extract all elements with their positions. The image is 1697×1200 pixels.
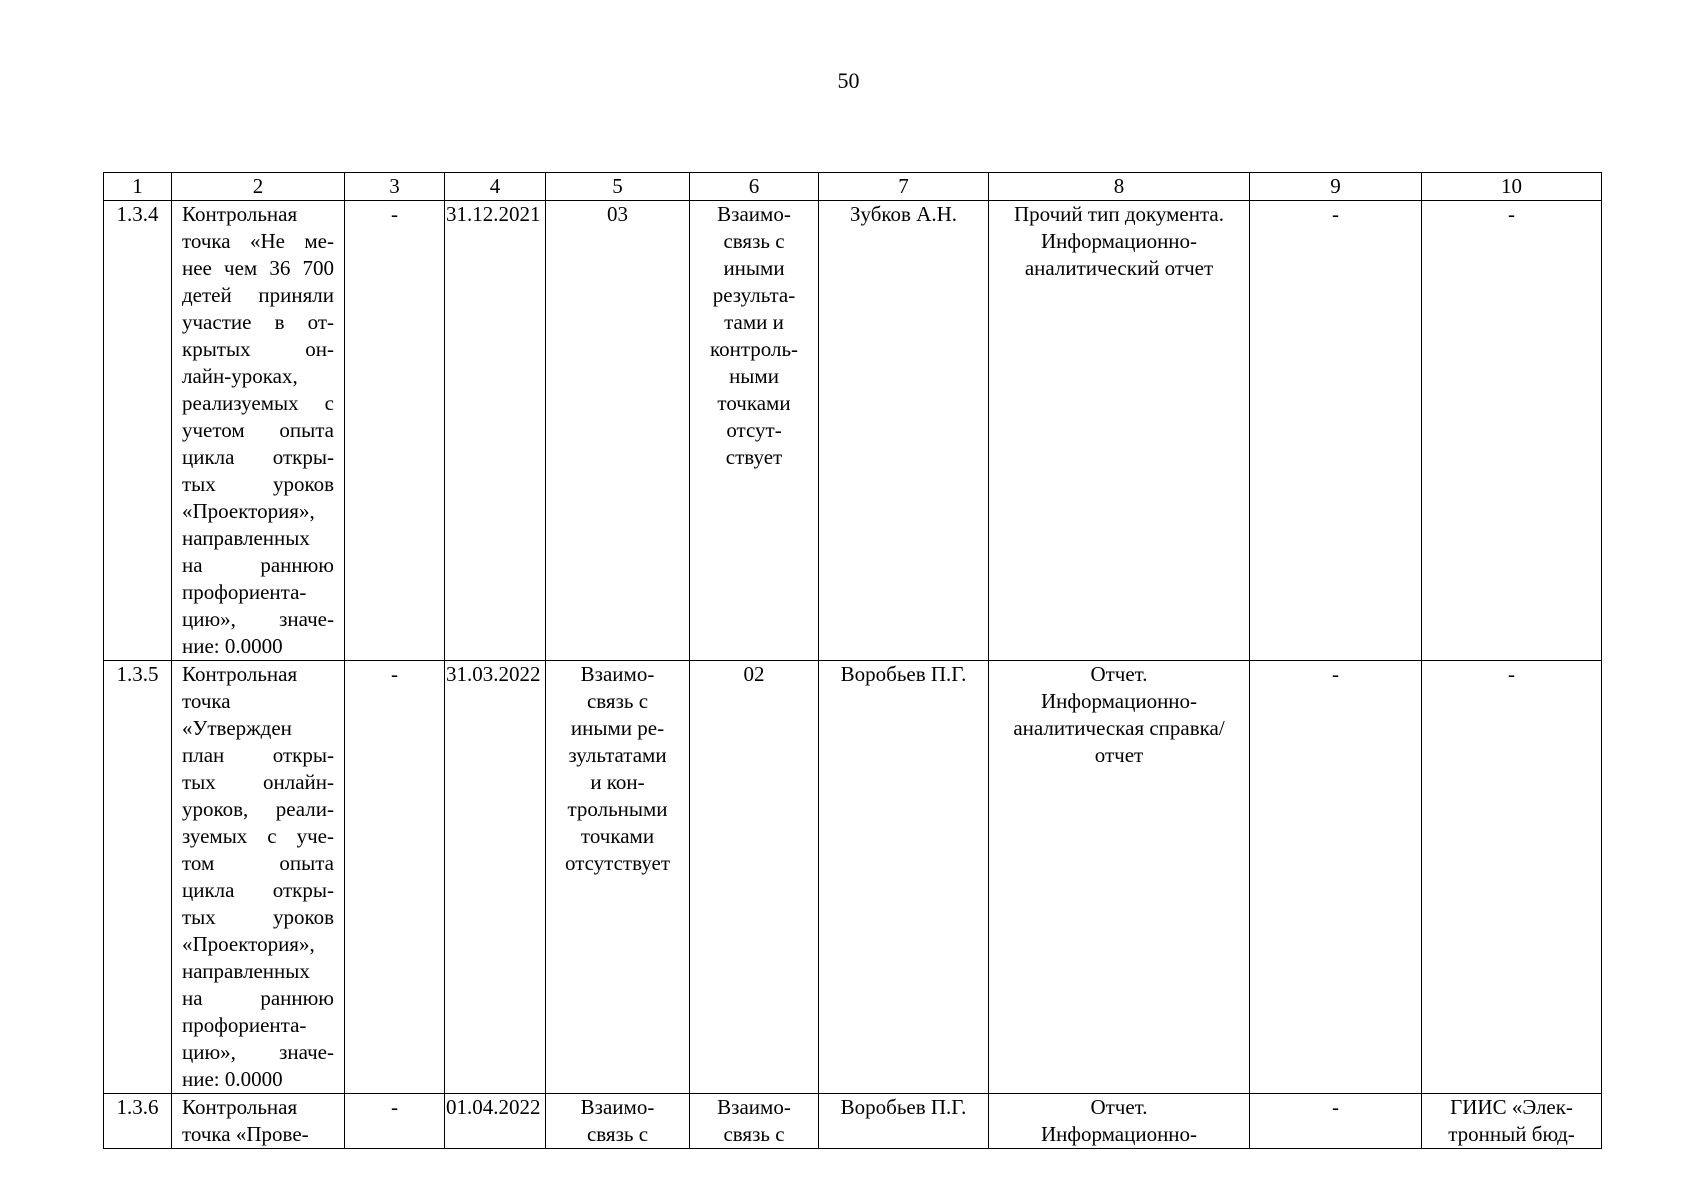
table-row: [104, 661, 1602, 1094]
cell-text-line: Информационно-: [1040, 1122, 1198, 1146]
responsible-cell: [819, 661, 989, 1094]
cell-text-line: -: [1508, 202, 1515, 226]
word: значе-: [279, 1040, 334, 1064]
cell-text-line: точками: [717, 391, 791, 415]
cell-text-line: Контрольная: [182, 202, 298, 226]
cell-text-line: и кон-: [590, 770, 645, 794]
cell-text-line: результа-: [712, 283, 796, 307]
cell-text-line: ние: 0.0000: [182, 1067, 283, 1091]
document-type-cell: [989, 661, 1250, 1094]
cell-text: -: [1332, 202, 1339, 226]
cell-text-line: [182, 742, 334, 769]
word: тых: [182, 472, 216, 496]
cell-text: -: [1332, 662, 1339, 686]
cell-text-line: Взаимо-: [717, 202, 791, 226]
cell-text: -: [1332, 1095, 1339, 1119]
word: с: [267, 824, 277, 848]
word: на: [182, 553, 203, 577]
cell-text-line: лайн-уроках,: [182, 364, 298, 388]
cell-text-line: [182, 336, 334, 363]
event-name-cell: [172, 1094, 345, 1149]
word: цию»,: [182, 607, 236, 631]
cell-text-line: точками: [580, 824, 655, 848]
document-type-cell: [989, 1094, 1250, 1149]
word: онлайн-: [262, 770, 334, 794]
word: том: [182, 851, 215, 875]
table-body: [104, 201, 1602, 1149]
cell-text: Воробьев П.Г.: [840, 662, 967, 686]
row-number-cell: [104, 1094, 172, 1149]
document-type-cell: [989, 201, 1250, 661]
cell-text-line: зультатами: [568, 743, 667, 767]
column-header: 4: [445, 173, 546, 201]
document-table: [103, 172, 1602, 1149]
cell-text-line: [182, 228, 334, 255]
event-name-cell: [172, 201, 345, 661]
cell-text-line: Отчет.: [1090, 1095, 1148, 1119]
column-10-cell: [1422, 661, 1602, 1094]
cell-text-line: [182, 444, 334, 471]
column-6-cell: [690, 661, 819, 1094]
cell-text-line: тами и: [724, 310, 784, 334]
cell-text: 1.3.5: [116, 662, 159, 686]
word: откры-: [272, 878, 334, 902]
word: уроков,: [182, 797, 249, 821]
cell-text: -: [391, 662, 398, 686]
cell-text-line: [182, 877, 334, 904]
column-header: 8: [989, 173, 1250, 201]
word: детей: [182, 283, 232, 307]
page-number: 50: [837, 68, 860, 93]
cell-text-line: [182, 390, 334, 417]
cell-text-line: 02: [743, 662, 765, 686]
cell-text-line: направленных: [182, 959, 310, 983]
cell-text-line: «Проектория»,: [182, 932, 315, 956]
cell-text-line: [182, 606, 334, 633]
word: ме-: [304, 229, 334, 253]
word: тых: [182, 770, 216, 794]
column-header: 1: [104, 173, 172, 201]
cell-text-line: [182, 796, 334, 823]
table-header-row: [104, 173, 1602, 201]
cell-text: 1.3.6: [116, 1095, 159, 1119]
cell-text-line: [182, 417, 334, 444]
word: чем: [224, 256, 258, 280]
cell-text-line: аналитическая справка/: [1013, 716, 1225, 740]
column-9-cell: [1250, 661, 1422, 1094]
cell-text-line: [182, 1039, 334, 1066]
word: план: [182, 743, 225, 767]
responsible-cell: [819, 1094, 989, 1149]
column-header: 6: [690, 173, 819, 201]
cell-text-line: связь с: [723, 1122, 785, 1146]
cell-text-line: Отчет.: [1090, 662, 1148, 686]
word: точка: [182, 229, 231, 253]
cell-text: Воробьев П.Г.: [840, 1095, 967, 1119]
word: на: [182, 986, 203, 1010]
cell-text-line: [182, 552, 334, 579]
cell-text-line: Прочий тип документа.: [1014, 202, 1224, 226]
cell-text-line: иными: [723, 256, 785, 280]
cell-text-line: отсутствует: [564, 851, 671, 875]
column-3-cell: [345, 661, 445, 1094]
column-header: 5: [546, 173, 690, 201]
cell-text: 1.3.4: [116, 202, 159, 226]
word: «Не: [250, 229, 285, 253]
cell-text-line: трольными: [567, 797, 668, 821]
column-5-cell: [546, 1094, 690, 1149]
cell-text-line: точка «Прове-: [182, 1122, 309, 1146]
row-number-cell: [104, 661, 172, 1094]
cell-text-line: профориента-: [182, 580, 307, 604]
cell-text-line: аналитический отчет: [1024, 256, 1214, 280]
cell-text-line: [182, 904, 334, 931]
cell-text-line: 03: [607, 202, 628, 226]
responsible-cell: [819, 201, 989, 661]
cell-text-line: иными ре-: [570, 716, 665, 740]
cell-text-line: ГИИС «Элек-: [1450, 1095, 1573, 1119]
column-header: 3: [345, 173, 445, 201]
cell-text-line: [182, 309, 334, 336]
column-3-cell: [345, 1094, 445, 1149]
cell-text-line: Контрольная: [182, 1095, 298, 1119]
column-10-cell: [1422, 201, 1602, 661]
cell-text-line: -: [1508, 662, 1515, 686]
cell-text-line: Информационно-: [1040, 689, 1198, 713]
cell-text: 31.12.2021: [446, 202, 541, 226]
cell-text-line: Взаимо-: [580, 662, 655, 686]
column-header: 10: [1422, 173, 1602, 201]
word: реали-: [275, 797, 334, 821]
word: 36: [269, 256, 291, 280]
cell-text-line: ными: [729, 364, 779, 388]
row-number-cell: [104, 201, 172, 661]
word: 700: [302, 256, 334, 280]
word: откры-: [272, 445, 334, 469]
word: зуемых: [182, 824, 248, 848]
word: учетом: [182, 418, 245, 442]
word: участие: [182, 310, 252, 334]
word: приняли: [258, 283, 334, 307]
date-cell: [445, 201, 546, 661]
event-name-cell: [172, 661, 345, 1094]
word: от-: [307, 310, 334, 334]
word: в: [274, 310, 285, 334]
word: откры-: [272, 743, 334, 767]
word: уроков: [272, 472, 334, 496]
date-cell: [445, 1094, 546, 1149]
word: опыта: [279, 851, 334, 875]
cell-text-line: [182, 471, 334, 498]
cell-text-line: направленных: [182, 526, 310, 550]
word: тых: [182, 905, 216, 929]
column-5-cell: [546, 201, 690, 661]
cell-text-line: Информационно-: [1040, 229, 1198, 253]
word: он-: [305, 337, 334, 361]
column-6-cell: [690, 201, 819, 661]
column-10-cell: [1422, 1094, 1602, 1149]
word: цикла: [182, 878, 235, 902]
cell-text-line: ствует: [725, 445, 783, 469]
cell-text-line: [182, 255, 334, 282]
date-cell: [445, 661, 546, 1094]
cell-text-line: [182, 769, 334, 796]
column-9-cell: [1250, 201, 1422, 661]
word: уроков: [272, 905, 334, 929]
column-6-cell: [690, 1094, 819, 1149]
cell-text: Зубков А.Н.: [849, 202, 958, 226]
word: цикла: [182, 445, 235, 469]
word: нее: [182, 256, 212, 280]
word: с: [324, 391, 334, 415]
cell-text-line: Взаимо-: [580, 1095, 655, 1119]
column-9-cell: [1250, 1094, 1422, 1149]
cell-text-line: связь с: [586, 1122, 649, 1146]
column-5-cell: [546, 661, 690, 1094]
cell-text-line: [182, 985, 334, 1012]
word: уче-: [296, 824, 334, 848]
word: крытых: [182, 337, 251, 361]
cell-text-line: связь с: [586, 689, 649, 713]
word: опыта: [279, 418, 334, 442]
word: раннюю: [260, 986, 334, 1010]
word: значе-: [279, 607, 334, 631]
cell-text: -: [391, 202, 398, 226]
word: раннюю: [260, 553, 334, 577]
cell-text: -: [391, 1095, 398, 1119]
cell-text-line: ние: 0.0000: [182, 634, 283, 658]
cell-text-line: связь с: [723, 229, 785, 253]
cell-text-line: профориента-: [182, 1013, 307, 1037]
column-3-cell: [345, 201, 445, 661]
cell-text-line: [182, 823, 334, 850]
cell-text-line: точка: [182, 689, 231, 713]
column-header: 9: [1250, 173, 1422, 201]
word: реализуемых: [182, 391, 299, 415]
cell-text-line: Контрольная: [182, 662, 298, 686]
cell-text-line: тронный бюд-: [1448, 1122, 1575, 1146]
cell-text-line: «Утвержден: [182, 716, 292, 740]
column-header: 2: [172, 173, 345, 201]
word: цию»,: [182, 1040, 236, 1064]
cell-text-line: «Проектория»,: [182, 499, 315, 523]
cell-text-line: Взаимо-: [717, 1095, 791, 1119]
cell-text-line: отчет: [1094, 743, 1144, 767]
cell-text: 01.04.2022: [446, 1095, 541, 1119]
cell-text: 31.03.2022: [446, 662, 541, 686]
cell-text-line: [182, 850, 334, 877]
table-row: [104, 1094, 1602, 1149]
cell-text-line: контроль-: [709, 337, 799, 361]
cell-text-line: [182, 282, 334, 309]
cell-text-line: отсут-: [726, 418, 782, 442]
table-row: [104, 201, 1602, 661]
column-header: 7: [819, 173, 989, 201]
